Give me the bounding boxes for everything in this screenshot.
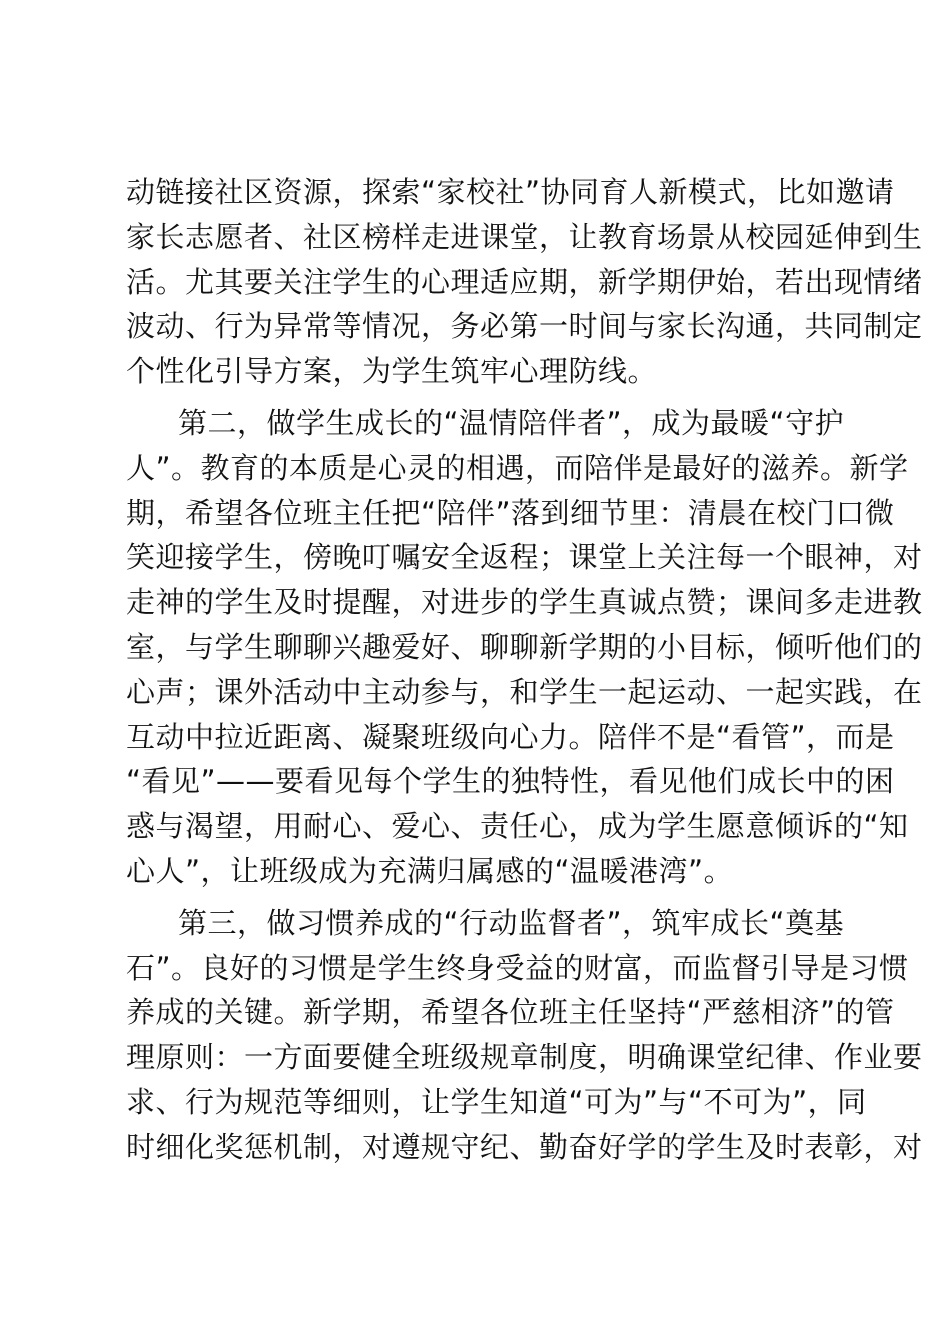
paragraph-2 [126,401,923,894]
text-line: 心声；课外活动中主动参与，和学生一起运动、一起实践，在 [126,674,923,709]
text-line: 养成的关键。新学期，希望各位班主任坚持“严慈相济”的管 [126,995,895,1030]
text-line: 石”。良好的习惯是学生终身受益的财富，而监督引导是习惯 [126,950,909,985]
text-line: 求、行为规范等细则，让学生知道“可为”与“不可为”，同 [126,1084,867,1119]
text-line: “看见”——要看见每个学生的独特性，看见他们成长中的困 [126,764,895,799]
paragraph-1 [126,170,923,394]
text-line: 室，与学生聊聊兴趣爱好、聊聊新学期的小目标，倾听他们的 [126,629,923,664]
document-page [126,170,923,1177]
text-line: 惑与渴望，用耐心、爱心、责任心，成为学生愿意倾诉的“知 [126,809,909,844]
text-line: 波动、行为异常等情况，务必第一时间与家长沟通，共同制定 [126,309,923,344]
text-line: 理原则：一方面要健全班级规章制度，明确课堂纪律、作业要 [126,1040,923,1075]
text-line: 期，希望各位班主任把“陪伴”落到细节里：清晨在校门口微 [126,495,895,530]
text-line: 活。尤其要关注学生的心理适应期，新学期伊始，若出现情绪 [126,264,923,299]
text-line: 走神的学生及时提醒，对进步的学生真诚点赞；课间多走进教 [126,585,923,620]
text-line: 心人”，让班级成为充满归属感的“温暖港湾”。 [126,853,734,888]
text-line: 互动中拉近距离、凝聚班级向心力。陪伴不是“看管”，而是 [126,719,895,754]
text-line: 笑迎接学生，傍晚叮嘱安全返程；课堂上关注每一个眼神，对 [126,540,923,575]
text-line: 个性化引导方案，为学生筑牢心理防线。 [126,354,658,389]
paragraph-3 [126,901,923,1170]
text-line: 人”。教育的本质是心灵的相遇，而陪伴是最好的滋养。新学 [126,450,909,485]
text-line: 时细化奖惩机制，对遵规守纪、勤奋好学的学生及时表彰，对 [126,1129,923,1164]
text-line: 第三，做习惯养成的“行动监督者”，筑牢成长“奠基 [178,905,845,940]
text-line: 第二，做学生成长的“温情陪伴者”，成为最暖“守护 [178,405,845,440]
text-line: 动链接社区资源，探索“家校社”协同育人新模式，比如邀请 [126,175,895,209]
text-line: 家长志愿者、社区榜样走进课堂，让教育场景从校园延伸到生 [126,219,923,254]
